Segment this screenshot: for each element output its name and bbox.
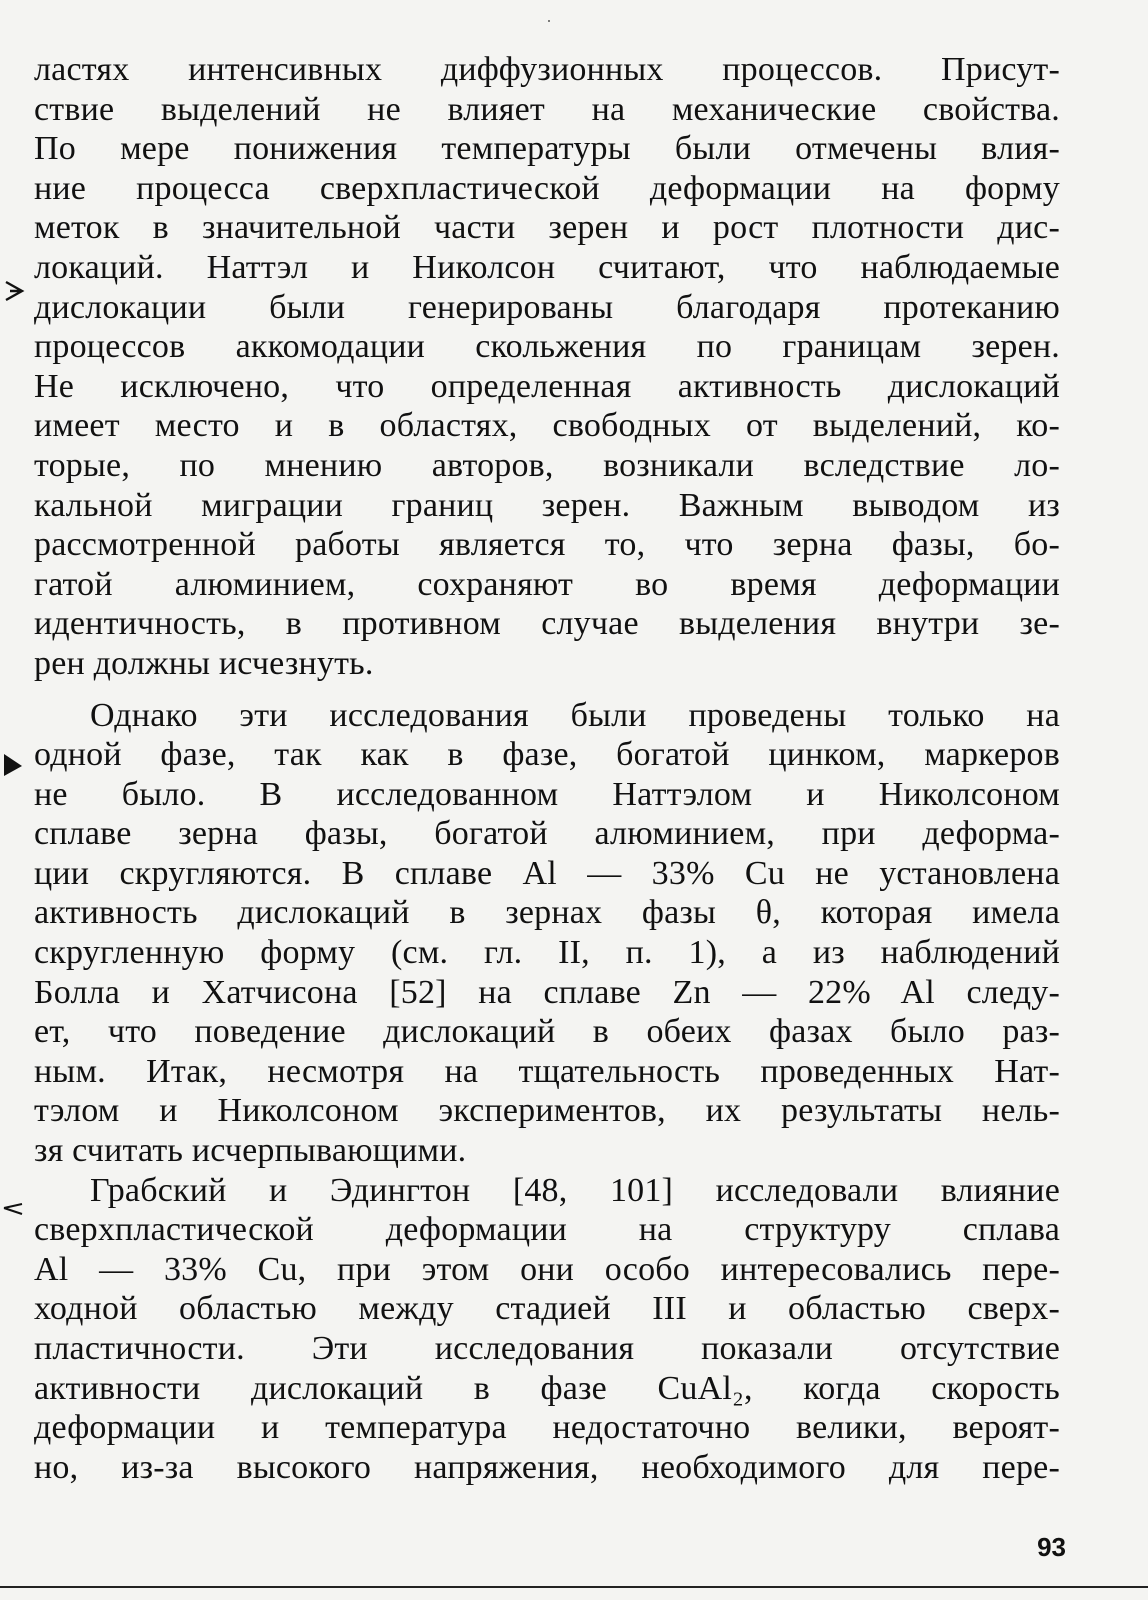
text-line: торые, по мнению авторов, возникали вследствие ло-	[34, 446, 1060, 484]
text-line: идентичность, в противном случае выделения внутри зе-	[34, 605, 1060, 643]
text-line: но, из-за высокого напряжения, необходимого для пере-	[34, 1448, 1060, 1486]
text-line: активность дислокаций в зернах фазы θ, которая имела	[34, 894, 1060, 932]
text-line: дислокации были генерированы благодаря протеканию	[34, 288, 1060, 326]
text-line: меток в значительной части зерен и рост плотности дис-	[34, 209, 1060, 247]
margin-arrow-mark-icon	[2, 752, 24, 778]
print-speck	[548, 20, 550, 22]
text-line: имеет место и в областях, свободных от выделений, ко-	[34, 407, 1060, 445]
text-line: ние процесса сверхпластической деформации на форму	[34, 169, 1060, 207]
body-text	[34, 50, 1060, 1487]
margin-arrow-mark-icon	[2, 1198, 24, 1224]
text-line: Болла и Хатчисона [52] на сплаве Zn — 22% Al следу-	[34, 973, 1060, 1011]
text-line: ствие выделений не влияет на механические свойства.	[34, 90, 1060, 128]
text-line: рассмотренной работы является то, что зерна фазы, бо-	[34, 526, 1060, 564]
page-edge	[0, 1586, 1148, 1588]
text-line: активности дислокаций в фазе CuAl₂, когда скорость	[34, 1369, 1060, 1407]
text-line: сверхпластической деформации на структуру сплава	[34, 1211, 1060, 1249]
text-line: деформации и температура недостаточно велики, вероят-	[34, 1409, 1060, 1447]
text-line: По мере понижения температуры были отмечены влия-	[34, 130, 1060, 168]
text-line: Грабский и Эдингтон [48, 101] исследовали влияние	[90, 1171, 1060, 1209]
text-line: ходной областью между стадией III и областью сверх-	[34, 1290, 1060, 1328]
text-line: ластях интенсивных диффузионных процессов. Присут-	[34, 51, 1060, 88]
text-line: процессов аккомодации скольжения по границам зерен.	[34, 328, 1060, 366]
text-line: Однако эти исследования были проведены только на	[90, 696, 1060, 734]
text-line: зя считать исчерпывающими.	[34, 1132, 467, 1170]
text-line: Не исключено, что определенная активность дислокаций	[34, 367, 1060, 405]
text-line: одной фазе, так как в фазе, богатой цинком, маркеров	[34, 736, 1060, 774]
text-line: гатой алюминием, сохраняют во время деформации	[34, 565, 1060, 603]
text-line: пластичности. Эти исследования показали отсутствие	[34, 1330, 1060, 1367]
text-line: Al — 33% Cu, при этом они особо интересовались пере-	[34, 1250, 1060, 1288]
page-number: 93	[1037, 1532, 1066, 1562]
text-line: скругленную форму (см. гл. II, п. 1), а из наблюдений	[34, 934, 1060, 972]
text-line: ции скругляются. В сплаве Al — 33% Cu не установлена	[34, 854, 1060, 892]
text-line: сплаве зерна фазы, богатой алюминием, при деформа-	[34, 815, 1060, 853]
text-line: ным. Итак, несмотря на тщательность проведенных Нат-	[34, 1052, 1060, 1090]
text-line: рен должны исчезнуть.	[34, 644, 374, 682]
text-line: ет, что поведение дислокаций в обеих фазах было раз-	[34, 1013, 1060, 1051]
text-line: тэлом и Николсоном экспериментов, их результаты нель-	[34, 1092, 1060, 1130]
margin-arrow-mark-icon	[4, 278, 26, 304]
text-line: кальной миграции границ зерен. Важным выводом из	[34, 486, 1060, 524]
text-line: локаций. Наттэл и Николсон считают, что наблюдаемые	[34, 248, 1060, 286]
text-line: не было. В исследованном Наттэлом и Николсоном	[34, 775, 1060, 813]
